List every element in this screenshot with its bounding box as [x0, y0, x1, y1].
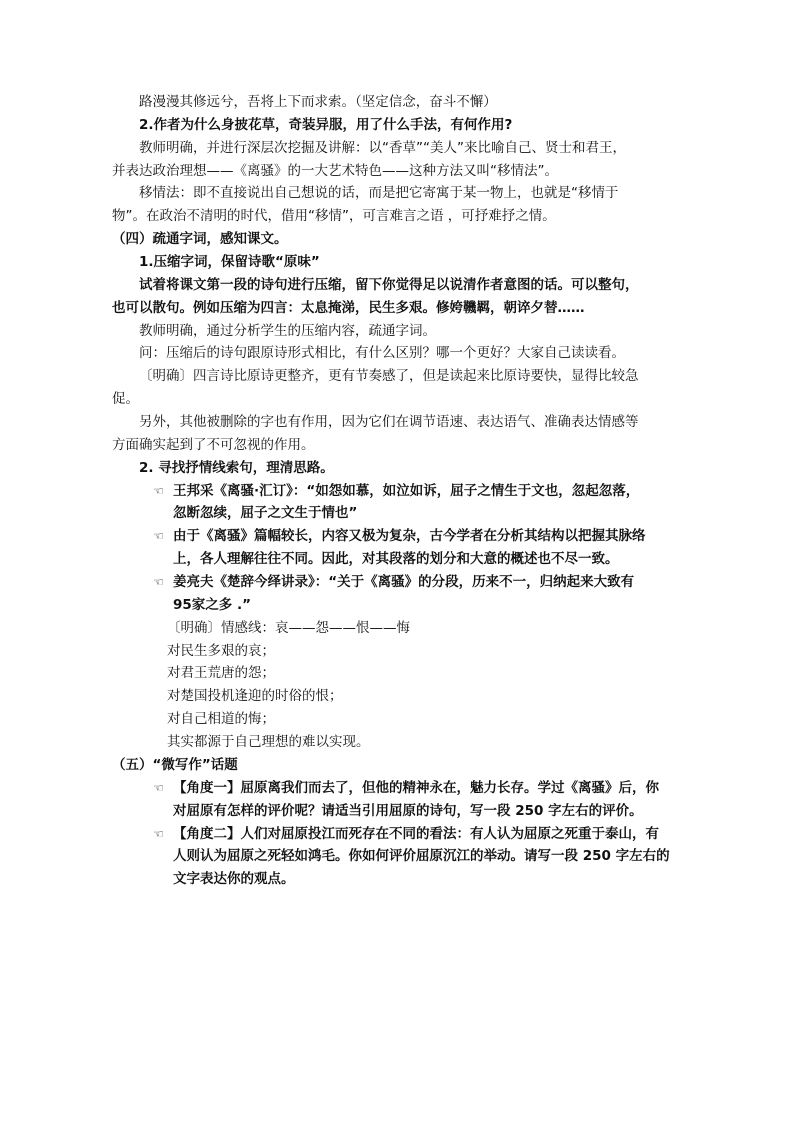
list-item	[112, 481, 716, 503]
text-line-bold: 也可以散句。例如压缩为四言：太息掩涕，民生多艰。修姱鞿羁，朝谇夕替……	[112, 299, 585, 316]
text-line: 物”。在政治不清明的时代，借用“移情”，可言难言之语 ，可抒难抒之情。	[112, 208, 556, 225]
subsection-heading-2: 2. 寻找抒情线索句，理清思路。	[139, 459, 334, 476]
hand-pointer-icon: ☜	[153, 483, 164, 498]
text-line: 其实都源于自己理想的难以实现。	[167, 734, 370, 751]
text-line: 问：压缩后的诗句跟原诗形式相比，有什么区别？哪一个更好？大家自己读读看。	[139, 345, 625, 362]
list-item-text: 【角度一】屈原离我们而去了，但他的精神永在，魅力长存。学过《离骚》后，你	[173, 779, 659, 796]
list-item-text-cont: 忽断忽续，屈子之文生于情也”	[173, 505, 358, 522]
list-item-text-cont: 上，各人理解往往不同。因此，对其段落的划分和大意的概述也不尽一致。	[173, 551, 619, 568]
document-body	[112, 92, 716, 891]
text-line: 另外，其他被删除的字也有作用，因为它们在调节语速、表达语气、准确表达情感等	[139, 414, 639, 431]
list-item-text-cont: 95家之多 .”	[173, 596, 251, 613]
text-line: 对自己相道的悔；	[167, 711, 275, 728]
list-item-text-cont: 人则认为屈原之死轻如鸿毛。你如何评价屈原沉江的举动。请写一段 250 字左右的	[173, 848, 670, 865]
list-item-text: 王邦采《离骚·汇订》：“如怨如慕，如泣如诉，屈子之情生于文也，忽起忽落，	[173, 482, 640, 499]
text-line: 路漫漫其修远兮，吾将上下而求索。（坚定信念，奋斗不懈）	[139, 94, 497, 110]
hand-pointer-icon: ☜	[153, 826, 164, 841]
hand-pointer-icon: ☜	[153, 575, 164, 590]
section-heading-four: （四）疏通字词，感知课文。	[112, 231, 288, 248]
text-line: 并表达政治理想——《离骚》的一大艺术特色——这种方法又叫“移情法”。	[112, 162, 558, 179]
list-item-text: 姜亮夫《楚辞今绎讲录》：“关于《离骚》的分段，历来不一，归纳起来大致有	[173, 574, 635, 591]
list-item	[112, 572, 716, 594]
text-line: 方面确实起到了不可忽视的作用。	[112, 436, 315, 453]
text-line: 对民生多艰的哀；	[167, 642, 275, 659]
list-item-text: 【角度二】人们对屈原投江而死存在不同的看法：有人认为屈原之死重于泰山，有	[173, 825, 659, 842]
text-line: 对楚国投机逢迎的时俗的恨；	[167, 688, 343, 705]
list-item-text-cont: 文字表达你的观点。	[173, 871, 295, 888]
hand-pointer-icon: ☜	[153, 780, 164, 795]
text-line: 〔明确〕四言诗比原诗更整齐，更有节奏感了，但是读起来比原诗要快，显得比较急	[139, 368, 639, 385]
section-heading-five: （五）“微写作”话题	[112, 756, 238, 773]
text-line-heading: 2.作者为什么身披花草，奇装异服，用了什么手法，有何作用?	[139, 116, 513, 133]
list-item	[112, 824, 716, 846]
text-line: 移情法：即不直接说出自己想说的话，而是把它寄寓于某一物上，也就是“移情于	[139, 185, 619, 202]
list-item-text: 由于《离骚》篇幅较长，内容又极为复杂，古今学者在分析其结构以把握其脉络	[173, 528, 646, 545]
text-line: 〔明确〕情感线：哀——怨——恨——悔	[167, 619, 410, 636]
text-line-bold: 试着将课文第一段的诗句进行压缩，留下你觉得足以说清作者意图的话。可以整句，	[139, 276, 639, 293]
text-line: 促。	[112, 391, 139, 408]
text-line: 对君王荒唐的怨；	[167, 665, 275, 682]
text-line: 教师明确，通过分析学生的压缩内容，疏通字词。	[139, 322, 436, 339]
list-item	[112, 526, 716, 548]
hand-pointer-icon: ☜	[153, 529, 164, 544]
list-item	[112, 778, 716, 800]
text-line: 教师明确，并进行深层次挖掘及讲解：以“香草”“美人”来比喻自己、贤士和君王，	[139, 139, 626, 156]
list-item-text-cont: 对屈原有怎样的评价呢？请适当引用屈原的诗句，写一段 250 字左右的评价。	[173, 802, 643, 819]
subsection-heading-1: 1.压缩字词，保留诗歌“原味”	[139, 254, 320, 271]
